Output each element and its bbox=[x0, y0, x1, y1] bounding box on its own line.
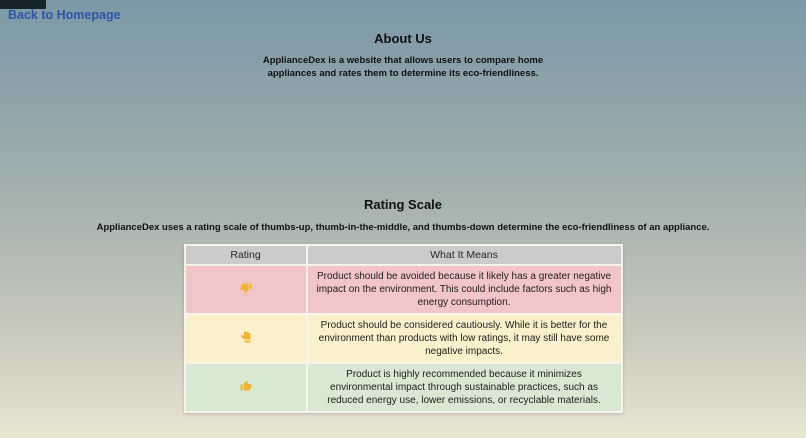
table-row bbox=[185, 363, 622, 412]
rating-scale-title: Rating Scale bbox=[363, 197, 443, 213]
meaning-cell: Product should be avoided because it likely has a greater negative impact on the environment. This could include factors such as high energy consumption. bbox=[307, 265, 622, 314]
rating-scale-table bbox=[184, 244, 623, 413]
thumbs-down-icon bbox=[240, 282, 252, 294]
rating-cell bbox=[185, 314, 307, 363]
meaning-cell: Product should be considered cautiously. While it is better for the environment than products with low ratings, it may still have some negative impacts. bbox=[307, 314, 622, 363]
meaning-column-header: What It Means bbox=[307, 245, 622, 265]
about-title: About Us bbox=[374, 31, 432, 46]
table-header-row bbox=[185, 245, 622, 265]
table-row bbox=[185, 265, 622, 314]
table-row bbox=[185, 314, 622, 363]
rating-scale-description: ApplianceDex uses a rating scale of thumbs-up, thumb-in-the-middle, and thumbs-down determine the eco-friendliness of an appliance. bbox=[96, 222, 710, 234]
thumbs-up-icon bbox=[240, 380, 252, 392]
meaning-cell: Product is highly recommended because it minimizes environmental impact through sustainable practices, such as reduced energy use, lower emissions, or recyclable materials. bbox=[307, 363, 622, 412]
about-description: ApplianceDex is a website that allows users to compare home appliances and rates them to determine its eco-friendliness. bbox=[262, 55, 544, 79]
rating-cell bbox=[185, 363, 307, 412]
rating-cell bbox=[185, 265, 307, 314]
thumb-middle-icon bbox=[240, 331, 252, 343]
back-to-homepage-link[interactable]: Back to Homepage bbox=[8, 8, 121, 22]
rating-column-header: Rating bbox=[185, 245, 307, 265]
